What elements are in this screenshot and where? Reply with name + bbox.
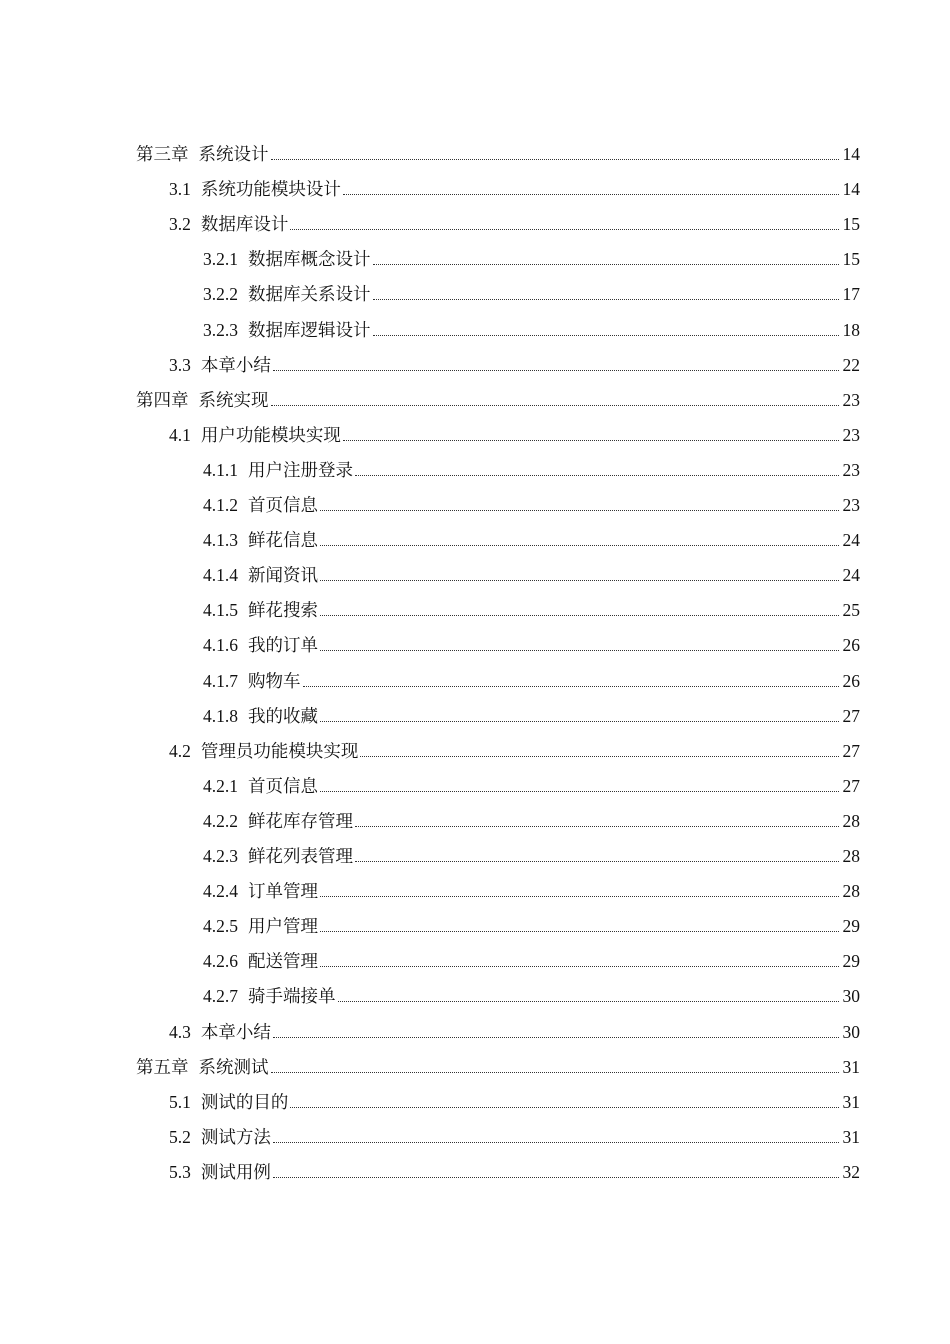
toc-entry-number: 3.2.3: [203, 319, 238, 340]
toc-dot-leader: [373, 264, 840, 265]
toc-entry-number: 4.1.2: [203, 495, 238, 515]
toc-entry-page-number: 22: [842, 354, 860, 375]
toc-entry[interactable]: [203, 837, 860, 867]
toc-entry[interactable]: [136, 381, 860, 411]
toc-entry-number: 3.2.2: [203, 284, 238, 305]
toc-entry-page-number: 28: [842, 846, 860, 866]
toc-entry-title: 新闻资讯: [248, 565, 318, 586]
toc-entry[interactable]: [203, 662, 860, 692]
toc-dot-leader: [273, 1037, 839, 1038]
toc-entry-title: 我的收藏: [248, 705, 318, 726]
toc-entry-number: 4.3: [169, 1021, 191, 1042]
toc-entry-number: 4.1.8: [203, 705, 238, 726]
toc-dot-leader: [290, 1107, 839, 1108]
toc-entry[interactable]: [203, 521, 860, 551]
toc-entry-page-number: 31: [842, 1126, 860, 1147]
toc-dot-leader: [355, 475, 839, 476]
toc-dot-leader: [320, 545, 839, 546]
toc-entry-title: 骑手端接单: [248, 986, 336, 1007]
toc-entry-page-number: 31: [842, 1056, 860, 1077]
toc-entry-number: 4.1.6: [203, 635, 238, 656]
toc-entry-number: 4.2.1: [203, 775, 238, 796]
toc-dot-leader: [320, 510, 839, 511]
toc-dot-leader: [290, 229, 839, 230]
toc-entry[interactable]: [203, 275, 860, 305]
toc-entry-page-number: 29: [842, 916, 860, 937]
toc-entry-title: 用户注册登录: [248, 459, 353, 480]
toc-entry[interactable]: [203, 977, 860, 1007]
toc-entry[interactable]: [203, 767, 860, 797]
toc-entry-page-number: 15: [842, 214, 860, 235]
toc-dot-leader: [271, 1072, 840, 1073]
toc-entry-page-number: 14: [842, 144, 860, 164]
toc-dot-leader: [320, 791, 839, 792]
toc-dot-leader: [338, 1001, 840, 1002]
toc-entry-number: 4.2.7: [203, 986, 238, 1007]
toc-entry[interactable]: [203, 311, 860, 341]
toc-entry-page-number: 15: [842, 249, 860, 270]
toc-entry-page-number: 23: [842, 459, 860, 480]
toc-dot-leader: [320, 966, 839, 967]
toc-entry-number: 4.1.7: [203, 670, 238, 691]
toc-entry-number: 4.2: [169, 740, 191, 761]
toc-dot-leader: [320, 580, 839, 581]
toc-entry[interactable]: [203, 451, 860, 481]
toc-dot-leader: [320, 721, 839, 722]
toc-dot-leader: [273, 1177, 839, 1178]
toc-entry-number: 4.2.6: [203, 951, 238, 972]
toc-entry-number: 4.2.4: [203, 881, 238, 902]
toc-entry-page-number: 17: [842, 284, 860, 305]
toc-entry-page-number: 32: [842, 1161, 860, 1182]
toc-entry-number: 3.1: [169, 179, 191, 200]
toc-entry-title: 本章小结: [200, 354, 271, 375]
toc-entry-number: 4.1.3: [203, 530, 238, 551]
toc-entry-number: 第三章: [136, 144, 189, 164]
toc-entry[interactable]: [203, 486, 860, 516]
toc-entry[interactable]: [136, 135, 860, 165]
toc-entry-number: 4.2.3: [203, 846, 238, 866]
toc-entry-title: 数据库关系设计: [248, 284, 371, 305]
toc-dot-leader: [373, 299, 840, 300]
toc-entry-page-number: 30: [842, 986, 860, 1007]
toc-dot-leader: [303, 686, 840, 687]
toc-entry-number: 3.2: [169, 214, 191, 235]
toc-dot-leader: [320, 896, 839, 897]
toc-entry[interactable]: [136, 1048, 860, 1078]
toc-entry-page-number: 23: [842, 424, 860, 445]
toc-entry-title: 鲜花搜索: [248, 600, 318, 621]
toc-entry-title: 配送管理: [248, 951, 318, 972]
toc-entry[interactable]: [169, 1118, 860, 1148]
toc-entry-number: 4.2.2: [203, 810, 238, 831]
toc-entry-page-number: 26: [842, 670, 860, 691]
toc-entry-title: 系统设计: [198, 144, 269, 164]
toc-dot-leader: [271, 159, 840, 160]
toc-entry-title: 系统实现: [198, 389, 269, 410]
toc-entry-page-number: 24: [842, 565, 860, 586]
toc-entry-page-number: 27: [842, 705, 860, 726]
toc-entry-page-number: 31: [842, 1091, 860, 1112]
toc-dot-leader: [320, 615, 839, 616]
toc-entry-page-number: 27: [842, 740, 860, 761]
toc-entry-title: 首页信息: [248, 495, 318, 515]
toc-entry[interactable]: [203, 240, 860, 270]
toc-entry-page-number: 25: [842, 600, 860, 621]
toc-entry-number: 第四章: [136, 389, 189, 410]
toc-entry[interactable]: [169, 346, 860, 376]
toc-entry-title: 本章小结: [200, 1021, 271, 1042]
toc-entry-title: 数据库设计: [200, 214, 289, 235]
toc-entry-title: 数据库概念设计: [248, 249, 371, 270]
toc-entry[interactable]: [203, 802, 860, 832]
toc-entry[interactable]: [203, 556, 860, 586]
toc-entry-title: 订单管理: [248, 881, 318, 902]
toc-entry-page-number: 28: [842, 810, 860, 831]
toc-entry[interactable]: [169, 1013, 860, 1043]
toc-entry-page-number: 14: [842, 179, 860, 200]
toc-entry-number: 4.1.5: [203, 600, 238, 621]
toc-dot-leader: [273, 1142, 839, 1143]
toc-entry[interactable]: [203, 626, 860, 656]
toc-dot-leader: [355, 826, 839, 827]
toc-entry[interactable]: [169, 170, 860, 200]
toc-entry-number: 5.1: [169, 1091, 191, 1112]
toc-entry-title: 数据库逻辑设计: [248, 319, 371, 340]
toc-entry-title: 测试方法: [200, 1126, 271, 1147]
toc-entry-number: 第五章: [136, 1056, 189, 1077]
toc-entry[interactable]: [203, 907, 860, 937]
toc-dot-leader: [320, 931, 839, 932]
toc-entry-page-number: 29: [842, 951, 860, 972]
toc-entry-title: 系统功能模块设计: [200, 179, 341, 200]
toc-entry[interactable]: [169, 205, 860, 235]
toc-entry-number: 3.2.1: [203, 249, 238, 270]
toc-entry-page-number: 23: [842, 389, 860, 410]
toc-entry[interactable]: [169, 1153, 860, 1183]
toc-entry-page-number: 28: [842, 881, 860, 902]
toc-entry-page-number: 30: [842, 1021, 860, 1042]
toc-entry-title: 系统测试: [198, 1056, 269, 1077]
toc-dot-leader: [273, 370, 839, 371]
toc-entry-page-number: 23: [842, 495, 860, 515]
toc-entry[interactable]: [169, 1083, 860, 1113]
toc-dot-leader: [373, 335, 840, 336]
toc-entry-number: 4.2.5: [203, 916, 238, 937]
toc-dot-leader: [343, 194, 839, 195]
toc-entry-page-number: 27: [842, 775, 860, 796]
toc-entry-title: 鲜花库存管理: [248, 810, 353, 831]
toc-entry-page-number: 26: [842, 635, 860, 656]
toc-entry-number: 3.3: [169, 354, 191, 375]
toc-entry-number: 4.1.1: [203, 459, 238, 480]
toc-entry-page-number: 24: [842, 530, 860, 551]
toc-entry[interactable]: [203, 591, 860, 621]
toc-dot-leader: [320, 650, 839, 651]
toc-entry-title: 管理员功能模块实现: [200, 740, 359, 761]
toc-entry[interactable]: [203, 942, 860, 972]
toc-entry-title: 购物车: [248, 670, 301, 691]
toc-entry-number: 5.3: [169, 1161, 191, 1182]
toc-entry-title: 鲜花列表管理: [248, 846, 353, 866]
toc-entry[interactable]: [169, 416, 860, 446]
toc-entry-title: 测试的目的: [200, 1091, 289, 1112]
toc-entry-title: 用户管理: [248, 916, 318, 937]
toc-entry-title: 首页信息: [248, 775, 318, 796]
toc-entry-title: 测试用例: [200, 1161, 271, 1182]
toc-entry-number: 5.2: [169, 1126, 191, 1147]
toc-entry[interactable]: [203, 697, 860, 727]
toc-entry-title: 鲜花信息: [248, 530, 318, 551]
toc-entry[interactable]: [169, 732, 860, 762]
toc-dot-leader: [360, 756, 839, 757]
toc-entry-title: 用户功能模块实现: [200, 424, 341, 445]
toc-entry-number: 4.1.4: [203, 565, 238, 586]
toc-entry-title: 我的订单: [248, 635, 318, 656]
toc-dot-leader: [343, 440, 839, 441]
toc-entry-page-number: 18: [842, 319, 860, 340]
toc-entry[interactable]: [203, 872, 860, 902]
toc-dot-leader: [271, 405, 840, 406]
toc-dot-leader: [355, 861, 839, 862]
toc-entry-number: 4.1: [169, 424, 191, 445]
